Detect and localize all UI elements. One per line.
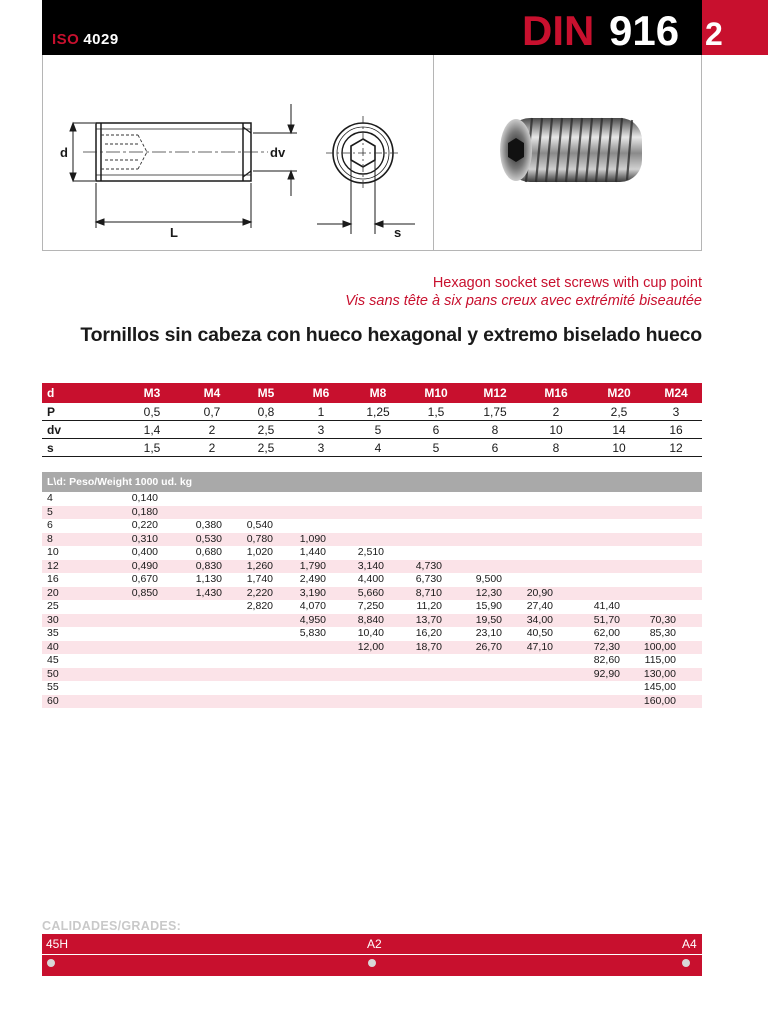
length-label: 12 — [47, 559, 59, 572]
weight-value: 0,780 — [246, 532, 273, 545]
length-label: 60 — [47, 694, 59, 707]
dimension-value: 2 — [552, 405, 560, 419]
dimension-value: 0,7 — [203, 405, 221, 419]
weight-value: 0,490 — [131, 559, 158, 572]
dimension-value: 10 — [612, 441, 626, 455]
dimension-value: 0,8 — [257, 405, 275, 419]
dimension-value: 1 — [317, 405, 325, 419]
weight-value: 0,530 — [195, 532, 222, 545]
din-number: 916 — [609, 7, 680, 54]
page-number: 2 — [705, 16, 723, 52]
label-d: d — [60, 145, 68, 160]
weight-value: 40,50 — [526, 627, 553, 639]
dimension-value: 5 — [432, 441, 440, 455]
dimension-value: 0,5 — [143, 405, 161, 419]
dimensions-table — [42, 383, 702, 457]
weight-value: 3,140 — [357, 559, 384, 572]
weight-value: 72,30 — [593, 640, 620, 653]
size-header: M8 — [369, 386, 387, 400]
size-header: M24 — [664, 386, 688, 400]
dimension-value: 12 — [669, 441, 683, 455]
length-label: 45 — [47, 654, 59, 666]
table-row — [42, 627, 702, 641]
dimension-value: 1,5 — [427, 405, 445, 419]
row-label: dv — [47, 423, 62, 437]
grade-dot-45h — [47, 959, 55, 967]
iso-number: 4029 — [83, 31, 119, 48]
header-label: d — [47, 386, 55, 400]
table-row — [42, 519, 702, 533]
weight-value: 2,820 — [246, 600, 273, 612]
length-label: 10 — [47, 546, 59, 558]
weight-value: 62,00 — [593, 627, 620, 639]
length-label: 5 — [47, 505, 53, 518]
dimension-value: 14 — [612, 423, 626, 437]
size-header: M3 — [143, 386, 161, 400]
size-header: M5 — [257, 386, 275, 400]
weight-value: 0,670 — [131, 573, 158, 585]
weight-value: 1,020 — [246, 546, 273, 558]
weight-value: 0,380 — [195, 519, 222, 531]
weight-value: 0,400 — [131, 546, 158, 558]
weight-value: 9,500 — [475, 573, 502, 585]
grades-bar — [42, 934, 702, 976]
table-row — [42, 614, 702, 628]
weight-value: 47,10 — [526, 640, 553, 653]
weight-value: 6,730 — [415, 573, 442, 585]
weight-value: 19,50 — [475, 613, 502, 626]
weight-value: 1,130 — [195, 573, 222, 585]
weight-value: 8,840 — [357, 613, 384, 626]
weight-value: 0,830 — [195, 559, 222, 572]
length-label: 40 — [47, 640, 59, 653]
weight-value: 2,490 — [299, 573, 326, 585]
technical-drawing — [43, 56, 433, 250]
dimension-value: 3 — [672, 405, 680, 419]
weight-value: 85,30 — [649, 627, 676, 639]
length-label: 20 — [47, 586, 59, 599]
length-label: 16 — [47, 573, 59, 585]
dimension-value: 8 — [491, 423, 499, 437]
weight-value: 1,440 — [299, 546, 326, 558]
weight-value: 4,070 — [299, 600, 326, 612]
label-L: L — [170, 225, 178, 240]
table-row — [42, 546, 702, 560]
weight-value: 15,90 — [475, 600, 502, 612]
weight-value: 1,430 — [195, 586, 222, 599]
weight-value: 145,00 — [643, 681, 676, 693]
weight-value: 8,710 — [415, 586, 442, 599]
screw-photo — [490, 110, 650, 190]
weight-value: 16,20 — [415, 627, 442, 639]
weight-value: 0,220 — [131, 519, 158, 531]
size-header: M6 — [312, 386, 330, 400]
grade-label-a2: A2 — [367, 937, 382, 951]
weight-value: 2,510 — [357, 546, 384, 558]
weight-value: 26,70 — [475, 640, 502, 653]
title-spanish: Tornillos sin cabeza con hueco hexagonal y extremo biselado hueco — [80, 324, 702, 346]
length-label: 6 — [47, 519, 53, 531]
weight-value: 3,190 — [299, 586, 326, 599]
dimension-value: 2,5 — [257, 441, 275, 455]
din-label: DIN — [522, 7, 595, 54]
weight-value: 11,20 — [416, 600, 442, 612]
weights-table — [42, 472, 702, 708]
size-header: M20 — [607, 386, 631, 400]
dimension-value: 1,75 — [483, 405, 507, 419]
dimension-row-s — [42, 439, 702, 457]
table-row — [42, 573, 702, 587]
weight-value: 0,310 — [131, 532, 158, 545]
weight-value: 115,00 — [644, 654, 676, 666]
table-row — [42, 668, 702, 682]
table-row — [42, 654, 702, 668]
table-row — [42, 492, 702, 506]
title-english: Hexagon socket set screws with cup point — [432, 275, 702, 291]
weight-value: 12,00 — [357, 640, 384, 653]
length-label: 55 — [47, 681, 59, 693]
length-label: 50 — [47, 667, 59, 680]
dimension-row-pitch — [42, 403, 702, 421]
dimension-value: 2,5 — [257, 423, 275, 437]
weights-body — [42, 492, 702, 708]
weight-value: 82,60 — [593, 654, 620, 666]
weight-value: 92,90 — [593, 667, 620, 680]
weight-value: 1,090 — [299, 532, 326, 545]
weight-value: 41,40 — [593, 600, 620, 612]
weight-value: 4,950 — [299, 613, 326, 626]
figure-divider — [433, 55, 434, 251]
iso-prefix: ISO — [52, 31, 80, 48]
length-label: 30 — [47, 613, 59, 626]
weight-value: 0,140 — [131, 492, 158, 504]
table-row — [42, 506, 702, 520]
weight-value: 12,30 — [475, 586, 502, 599]
weight-value: 70,30 — [649, 613, 676, 626]
weight-value: 0,850 — [131, 586, 158, 599]
table-row — [42, 695, 702, 709]
row-label: s — [47, 441, 54, 455]
weight-value: 23,10 — [475, 627, 502, 639]
dimension-value: 16 — [669, 423, 683, 437]
length-label: 8 — [47, 532, 53, 545]
dimension-value: 6 — [491, 441, 499, 455]
dimension-value: 1,25 — [366, 405, 390, 419]
size-header: M10 — [424, 386, 448, 400]
weight-value: 2,220 — [246, 586, 273, 599]
weight-value: 5,660 — [357, 586, 384, 599]
weight-value: 130,00 — [643, 667, 676, 680]
weight-value: 100,00 — [643, 640, 676, 653]
dimension-value: 3 — [317, 441, 325, 455]
weight-value: 18,70 — [415, 640, 442, 653]
table-row — [42, 600, 702, 614]
header-bar — [42, 0, 702, 55]
grade-label-a4: A4 — [682, 937, 697, 951]
weight-value: 5,830 — [299, 627, 326, 639]
grade-label-45h: 45H — [46, 937, 69, 951]
dimension-value: 3 — [317, 423, 325, 437]
weight-value: 20,90 — [526, 586, 553, 599]
title-french: Vis sans tête à six pans creux avec extrémité biseautée — [345, 293, 702, 309]
label-dv: dv — [270, 145, 286, 160]
weight-value: 27,40 — [526, 600, 553, 612]
dimension-value: 2 — [208, 423, 216, 437]
dimension-row-dv — [42, 421, 702, 439]
grades-divider — [42, 954, 702, 955]
weight-value: 34,00 — [526, 613, 553, 626]
weight-value: 51,70 — [593, 613, 620, 626]
dimension-value: 4 — [374, 441, 382, 455]
weight-value: 0,680 — [195, 546, 222, 558]
table-row — [42, 533, 702, 547]
dimension-value: 5 — [374, 423, 382, 437]
dimension-value: 10 — [549, 423, 563, 437]
table-row — [42, 560, 702, 574]
weight-value: 1,740 — [246, 573, 273, 585]
size-header: M4 — [203, 386, 221, 400]
weight-value: 0,180 — [131, 505, 158, 518]
dimension-value: 1,5 — [143, 441, 161, 455]
weight-value: 4,730 — [415, 559, 442, 572]
table-row — [42, 681, 702, 695]
table-row — [42, 641, 702, 655]
table-row — [42, 587, 702, 601]
grades-title: CALIDADES/GRADES: — [42, 919, 182, 933]
iso-reference — [52, 31, 119, 48]
dimensions-header-row — [42, 383, 702, 403]
weights-header: L\d: Peso/Weight 1000 ud. kg — [42, 472, 702, 492]
grade-dot-a2 — [368, 959, 376, 967]
grade-dot-a4 — [682, 959, 690, 967]
dimension-value: 2,5 — [610, 405, 628, 419]
dimension-value: 6 — [432, 423, 440, 437]
weight-value: 1,790 — [299, 559, 326, 572]
row-label: P — [47, 405, 56, 419]
weight-value: 10,40 — [357, 627, 384, 639]
dimension-value: 1,4 — [143, 423, 161, 437]
weight-value: 7,250 — [357, 600, 384, 612]
length-label: 35 — [47, 627, 59, 639]
weight-value: 13,70 — [415, 613, 442, 626]
dimension-value: 8 — [552, 441, 560, 455]
length-label: 25 — [47, 600, 59, 612]
length-label: 4 — [47, 492, 53, 504]
weight-value: 160,00 — [643, 694, 676, 707]
size-header: M12 — [483, 386, 507, 400]
weight-value: 0,540 — [246, 519, 273, 531]
label-s: s — [394, 225, 402, 240]
dimension-value: 2 — [208, 441, 216, 455]
size-header: M16 — [544, 386, 568, 400]
weight-value: 4,400 — [357, 573, 384, 585]
weight-value: 1,260 — [246, 559, 273, 572]
